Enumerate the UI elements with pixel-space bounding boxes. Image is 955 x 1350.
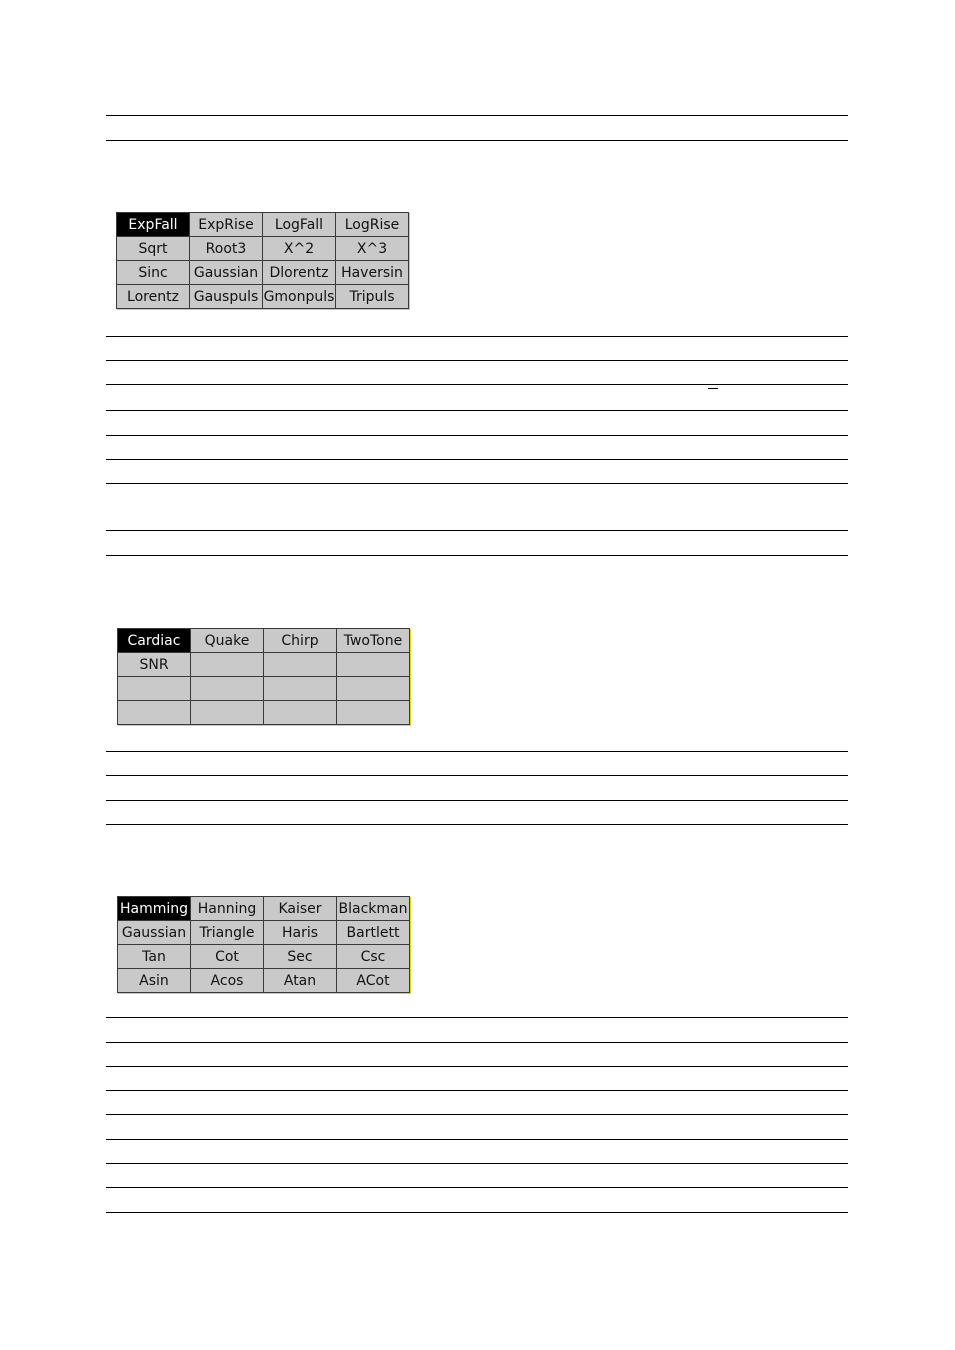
window-cell-acos[interactable]: Acos (191, 969, 264, 993)
waveform-cell-logfall[interactable]: LogFall (263, 213, 336, 237)
builtin-waveform-grid (116, 212, 409, 309)
waveform-cell-x3[interactable]: X^3 (336, 237, 409, 261)
rule (106, 1139, 848, 1140)
empty-cell (191, 701, 264, 725)
empty-cell (337, 653, 410, 677)
window-cell-gaussian[interactable]: Gaussian (118, 921, 191, 945)
empty-cell (264, 701, 337, 725)
waveform-cell-dlorentz[interactable]: Dlorentz (263, 261, 336, 285)
waveform-cell-tripuls[interactable]: Tripuls (336, 285, 409, 309)
window-cell-hanning[interactable]: Hanning (191, 897, 264, 921)
waveform-cell-haversin[interactable]: Haversin (336, 261, 409, 285)
waveform-cell-exprise[interactable]: ExpRise (190, 213, 263, 237)
rule (106, 336, 848, 337)
rule (106, 410, 848, 411)
rule (106, 800, 848, 801)
waveform-cell-x2[interactable]: X^2 (263, 237, 336, 261)
waveform-cell-gmonpuls[interactable]: Gmonpuls (263, 285, 336, 309)
rule (106, 1090, 848, 1091)
window-cell-haris[interactable]: Haris (264, 921, 337, 945)
rule (106, 140, 848, 141)
window-function-grid (117, 896, 410, 993)
rule (106, 1187, 848, 1188)
rule (106, 1163, 848, 1164)
waveform-cell-sqrt[interactable]: Sqrt (117, 237, 190, 261)
rule (106, 555, 848, 556)
waveform-cell-root3[interactable]: Root3 (190, 237, 263, 261)
window-cell-csc[interactable]: Csc (337, 945, 410, 969)
empty-cell (337, 701, 410, 725)
rule (106, 435, 848, 436)
rule (106, 384, 848, 385)
window-cell-triangle[interactable]: Triangle (191, 921, 264, 945)
waveform-cell-quake[interactable]: Quake (191, 629, 264, 653)
dash-mark (708, 388, 718, 389)
rule (106, 1114, 848, 1115)
window-cell-cot[interactable]: Cot (191, 945, 264, 969)
window-cell-hamming[interactable]: Hamming (118, 897, 191, 921)
empty-cell (191, 653, 264, 677)
window-cell-sec[interactable]: Sec (264, 945, 337, 969)
waveform-cell-snr[interactable]: SNR (118, 653, 191, 677)
window-cell-acot[interactable]: ACot (337, 969, 410, 993)
rule (106, 530, 848, 531)
window-cell-atan[interactable]: Atan (264, 969, 337, 993)
window-cell-asin[interactable]: Asin (118, 969, 191, 993)
waveform-cell-twotone[interactable]: TwoTone (337, 629, 410, 653)
waveform-cell-gaussian[interactable]: Gaussian (190, 261, 263, 285)
waveform-cell-sinc[interactable]: Sinc (117, 261, 190, 285)
rule (106, 1017, 848, 1018)
special-waveform-grid (117, 628, 410, 725)
rule (106, 751, 848, 752)
rule (106, 483, 848, 484)
waveform-cell-expfall[interactable]: ExpFall (117, 213, 190, 237)
waveform-cell-lorentz[interactable]: Lorentz (117, 285, 190, 309)
waveform-cell-cardiac[interactable]: Cardiac (118, 629, 191, 653)
empty-cell (191, 677, 264, 701)
rule (106, 775, 848, 776)
empty-cell (118, 701, 191, 725)
window-cell-blackman[interactable]: Blackman (337, 897, 410, 921)
rule (106, 1042, 848, 1043)
empty-cell (337, 677, 410, 701)
window-cell-tan[interactable]: Tan (118, 945, 191, 969)
rule (106, 1066, 848, 1067)
waveform-cell-gauspuls[interactable]: Gauspuls (190, 285, 263, 309)
empty-cell (118, 677, 191, 701)
empty-cell (264, 677, 337, 701)
rule (106, 360, 848, 361)
waveform-cell-logrise[interactable]: LogRise (336, 213, 409, 237)
empty-cell (264, 653, 337, 677)
rule (106, 1212, 848, 1213)
window-cell-kaiser[interactable]: Kaiser (264, 897, 337, 921)
rule (106, 824, 848, 825)
rule (106, 115, 848, 116)
waveform-cell-chirp[interactable]: Chirp (264, 629, 337, 653)
window-cell-bartlett[interactable]: Bartlett (337, 921, 410, 945)
rule (106, 459, 848, 460)
